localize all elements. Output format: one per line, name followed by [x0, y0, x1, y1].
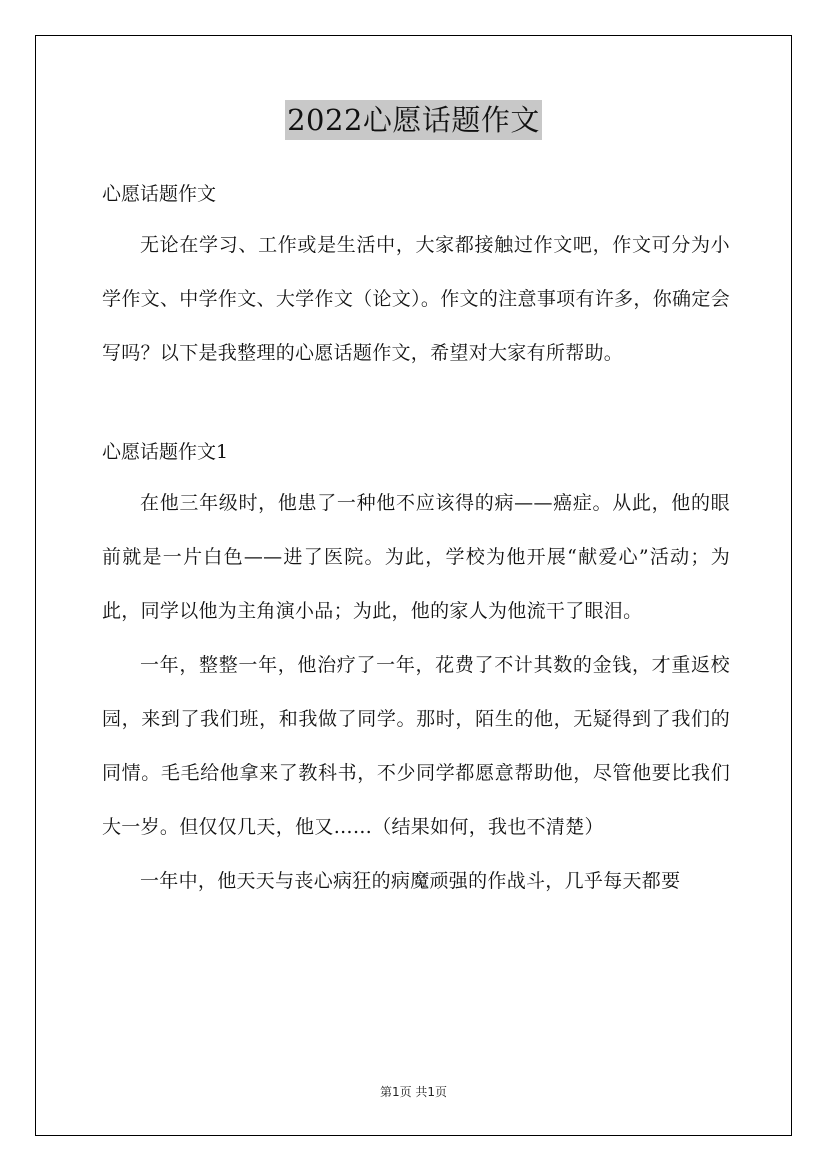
section-spacer: [102, 380, 730, 428]
document-body: [102, 170, 730, 908]
page-footer: 第1页 共1页: [379, 1085, 448, 1099]
title-container: [0, 100, 827, 140]
essay-paragraph: 一年，整整一年，他治疗了一年，花费了不计其数的金钱，才重返校园，来到了我们班，和我做了同学。那时，陌生的他，无疑得到了我们的同情。毛毛给他拿来了教科书，不少同学都愿意帮助他，尽管他要比我们大一岁。但仅仅几天，他又……（结果如何，我也不清楚）: [102, 654, 730, 838]
intro-paragraph: 无论在学习、工作或是生活中，大家都接触过作文吧，作文可分为小学作文、中学作文、大学作文（论文）。作文的注意事项有许多，你确定会写吗？以下是我整理的心愿话题作文，希望对大家有所帮助。: [102, 234, 730, 364]
essay-paragraph: 一年中，他天天与丧心病狂的病魔顽强的作战斗，几乎每天都要: [140, 870, 681, 892]
section-heading-intro: 心愿话题作文: [102, 183, 217, 205]
section-heading-essay-1: 心愿话题作文1: [102, 441, 229, 463]
essay-paragraph: 在他三年级时，他患了一种他不应该得的病——癌症。从此，他的眼前就是一片白色——进了医院。为此，学校为他开展“献爱心”活动；为此，同学以他为主角演小品；为此，他的家人为他流干了眼泪。: [102, 492, 730, 622]
document-title: 2022心愿话题作文: [285, 100, 542, 140]
